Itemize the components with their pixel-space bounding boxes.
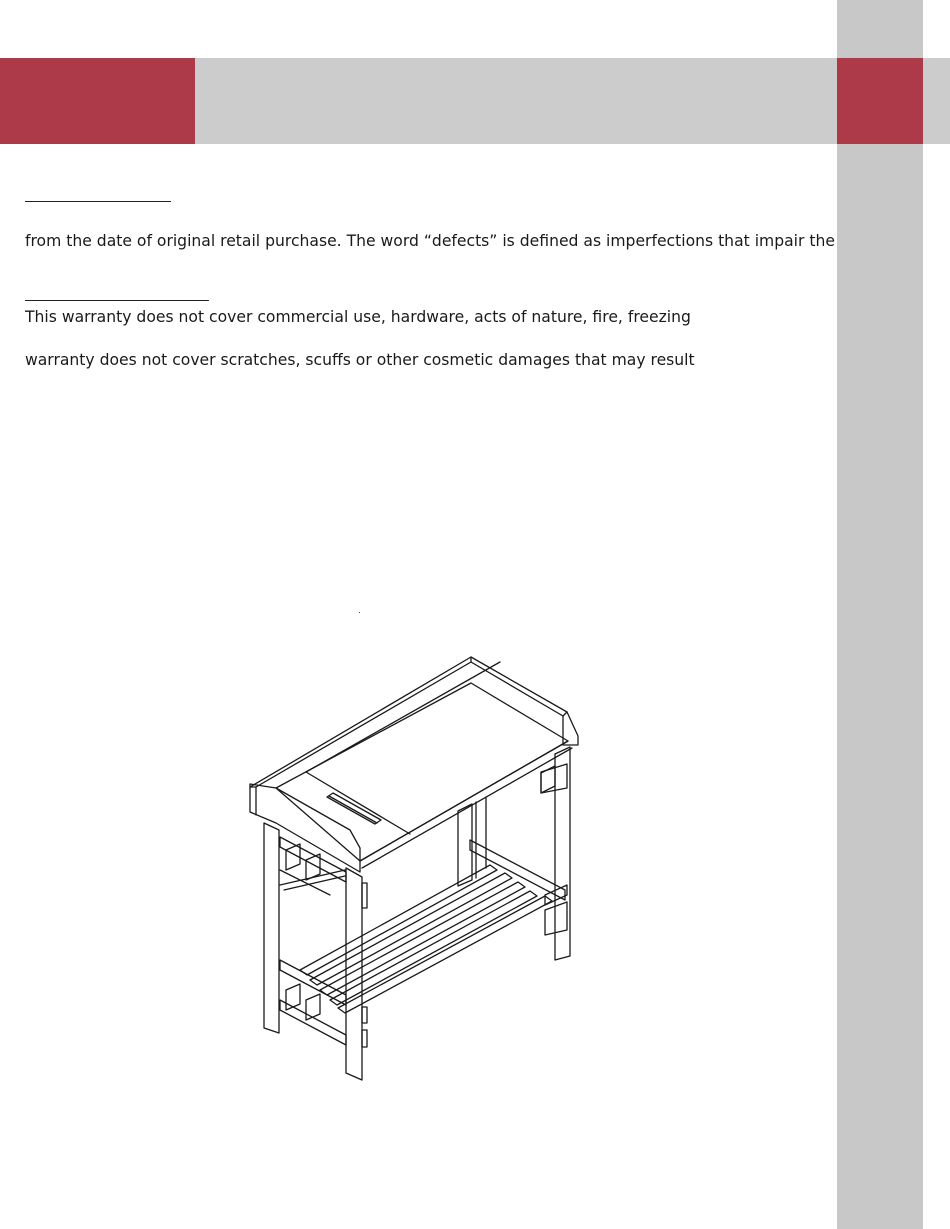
section-rule-2	[25, 300, 209, 301]
stray-dot	[359, 612, 360, 613]
warranty-paragraph-3: warranty does not cover scratches, scuffs or other cosmetic damages that may result	[25, 351, 695, 369]
right-side-strip	[837, 0, 923, 1229]
potting-bench-illustration	[244, 652, 584, 1084]
bench-top	[276, 662, 572, 868]
section-rule-1	[25, 201, 171, 202]
bench-back-brace	[280, 870, 345, 895]
bench-front-edge	[250, 784, 360, 872]
warranty-paragraph-1: from the date of original retail purchase. The word “defects” is defined as imperfections that impair the	[25, 232, 835, 250]
header-accent-left	[0, 58, 195, 144]
header-accent-right	[837, 58, 923, 144]
warranty-paragraph-2: This warranty does not cover commercial use, hardware, acts of nature, fire, freezing	[25, 308, 691, 326]
bench-back-panel	[250, 657, 578, 787]
bench-upper-rails	[280, 764, 567, 900]
